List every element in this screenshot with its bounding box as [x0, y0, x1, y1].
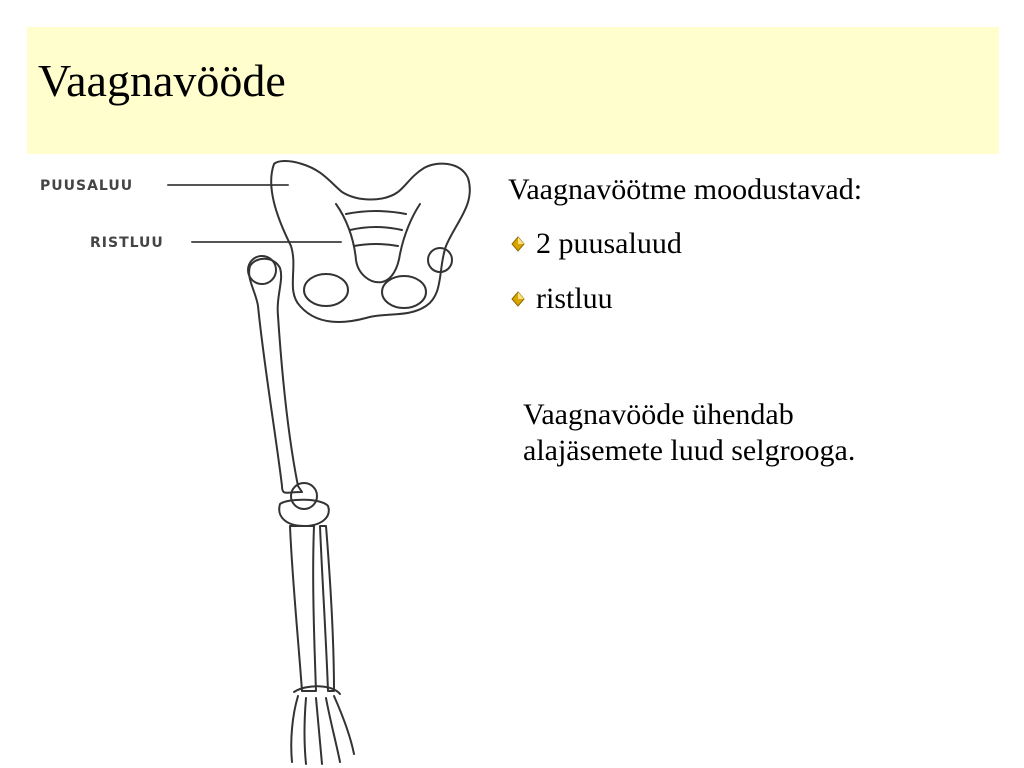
right-obturator	[382, 276, 426, 308]
knee-joint	[279, 500, 329, 526]
sacrum-ridges	[346, 211, 406, 246]
fibula	[320, 526, 334, 691]
bullet-list	[508, 226, 862, 317]
foot-bones	[291, 696, 354, 764]
pelvis-leg-diagram	[36, 156, 476, 768]
intro-text: Vaagnavöötme moodustavad:	[508, 173, 863, 206]
slide-title: Vaagnavööde	[38, 55, 286, 106]
right-acetabulum	[428, 248, 452, 272]
left-obturator	[304, 274, 348, 306]
summary-line: alajäsemete luud selgrooga.	[523, 434, 856, 467]
label-hip-bone: PUUSALUU	[40, 178, 134, 194]
skeleton-illustration	[36, 156, 476, 768]
diamond-bullet-icon	[508, 289, 528, 309]
bullet-item	[508, 226, 862, 262]
tibia	[290, 526, 316, 691]
patella	[291, 483, 317, 509]
bullet-text: 2 puusaluud	[536, 227, 682, 260]
bullet-item	[508, 281, 862, 317]
diamond-bullet-icon	[508, 234, 528, 254]
content-text	[508, 172, 862, 336]
bullet-text: ristluu	[536, 282, 613, 315]
label-sacrum: RISTLUU	[90, 235, 164, 251]
summary-text	[523, 397, 983, 469]
summary-line: Vaagnavööde ühendab	[523, 398, 794, 431]
